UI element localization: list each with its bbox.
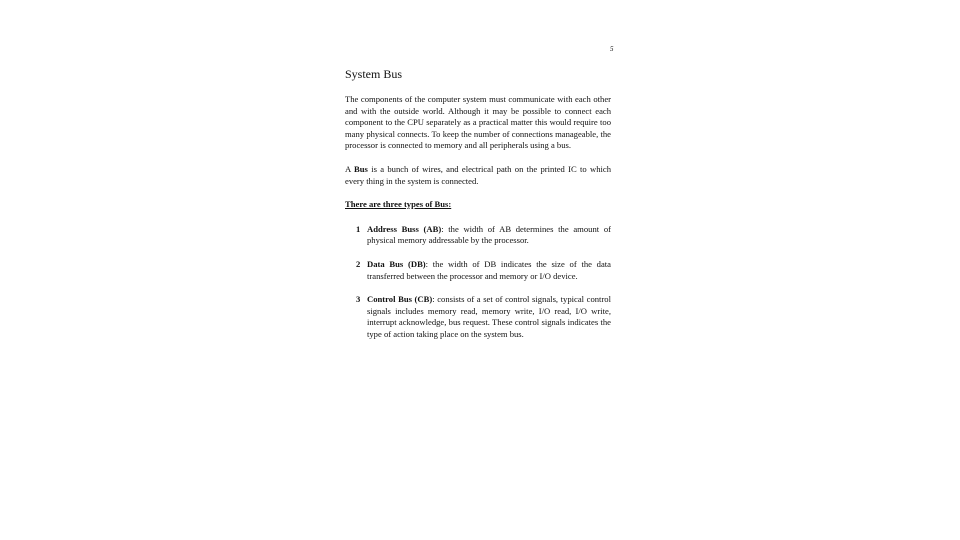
- bus-type-item-data: [345, 259, 611, 282]
- bus-type-item-address: [345, 224, 611, 247]
- bus-type-term: Address Buss (AB): [367, 223, 442, 234]
- bus-definition-paragraph: [345, 164, 611, 187]
- bus-type-term: Control Bus (CB): [367, 294, 433, 305]
- page-content: [345, 67, 611, 353]
- bus-type-description: : the width of DB indicates the size of the data transferred between the processor and memory or I/O device.: [367, 258, 611, 281]
- bus-type-description: : the width of AB determines the amount of physical memory addressable by the processor.: [367, 223, 611, 246]
- section-title: System Bus: [345, 67, 403, 81]
- page-number: 5: [610, 45, 614, 53]
- bus-definition-text: is a bunch of wires, and electrical path on the printed IC to which every thing in the system is connected.: [345, 163, 611, 186]
- bus-definition-lead: A: [345, 163, 355, 174]
- bus-type-term: Data Bus (DB): [367, 258, 426, 269]
- bus-type-number: 2: [356, 258, 361, 269]
- bus-types-heading: There are three types of Bus:: [345, 199, 452, 210]
- bus-types-list: [345, 224, 611, 341]
- bus-definition-term: Bus: [354, 163, 368, 174]
- bus-type-item-control: [345, 294, 611, 340]
- bus-type-description: : consists of a set of control signals, typical control signals includes memory read, memory write, I/O read, I/O write, interrupt acknowledge, bus request. These control signals indicates the type of action taking place on the system bus.: [367, 294, 611, 339]
- intro-paragraph: The components of the computer system must communicate with each other and with the outside world. Although it may be possible to connect each component to the CPU separately as a practical matter this would require too many physical connects. To keep the number of connections manageable, the processor is connected to memory and all peripherals using a bus.: [345, 94, 611, 151]
- bus-type-number: 1: [356, 223, 361, 234]
- bus-type-number: 3: [356, 294, 361, 305]
